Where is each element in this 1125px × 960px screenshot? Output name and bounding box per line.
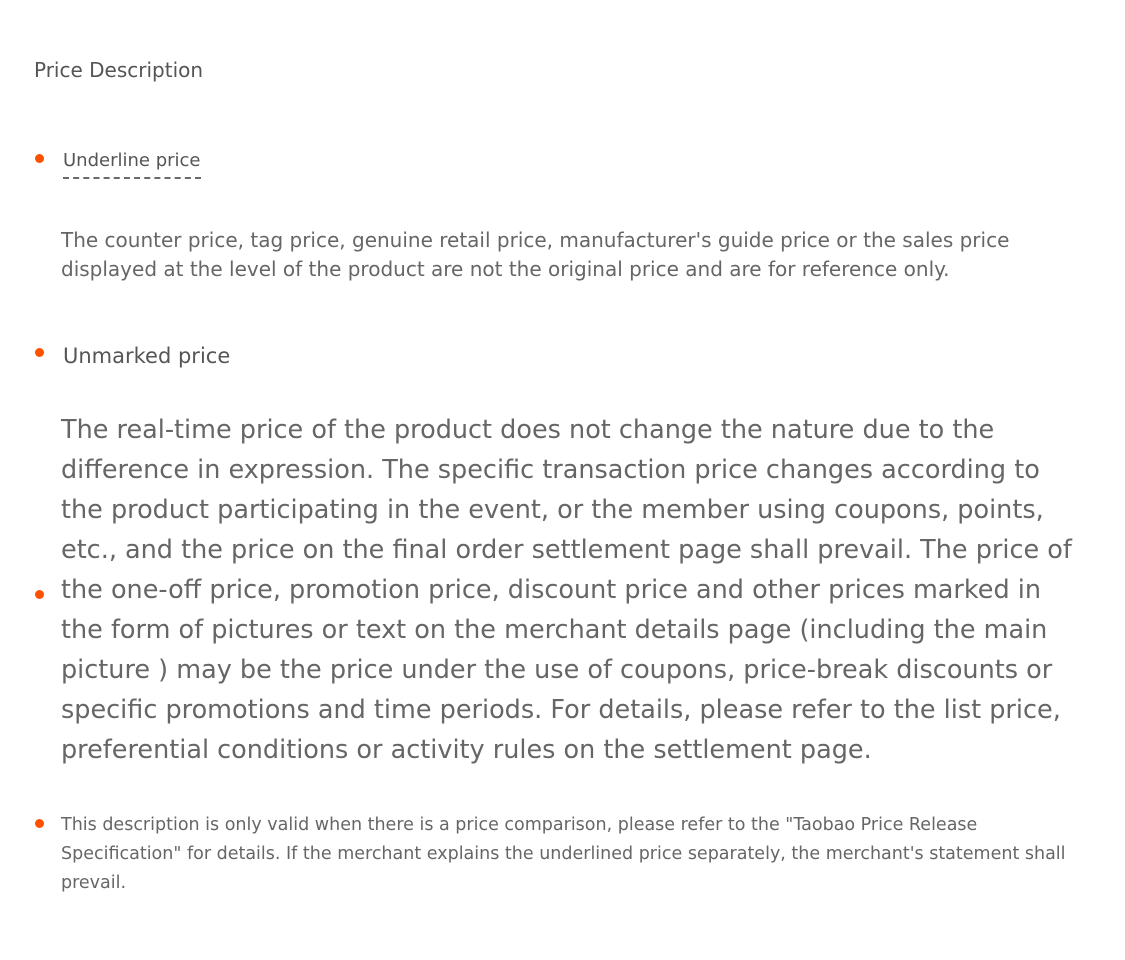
underline-price-label-text: Underline price <box>63 150 201 171</box>
page-title: Price Description <box>34 58 204 82</box>
dashed-underline <box>63 177 201 179</box>
unmarked-price-description: The real-time price of the product does not change the nature due to the difference in expression. The specific transaction price changes according to the product participating in the event, or the member using coupons, points, etc., and the price on the final order settlement page shall prevail. The price of the one-off price, promotion price, discount price and other prices marked in the form of pictures or text on the merchant details page (including the main picture ) may be the price under the use of coupons, price-break discounts or specific promotions and time periods. For details, please refer to the list price, preferential conditions or activity rules on the settlement page. <box>61 415 1072 765</box>
bullet-dot-icon <box>35 154 44 163</box>
bullet-dot-icon <box>35 348 44 357</box>
unmarked-price-label: Unmarked price <box>63 344 231 368</box>
price-comparison-note: This description is only valid when there is a price comparison, please refer to the "Taobao Price Release Specification" for details. If the merchant explains the underlined price separately, the merchant's statement shall prevail. <box>61 815 1066 893</box>
underline-price-label <box>63 149 201 173</box>
bullet-dot-icon <box>35 819 44 828</box>
underline-price-description: The counter price, tag price, genuine retail price, manufacturer's guide price or the sales price displayed at the level of the product are not the original price and are for reference only. <box>61 228 1010 281</box>
bullet-dot-icon <box>35 590 44 599</box>
